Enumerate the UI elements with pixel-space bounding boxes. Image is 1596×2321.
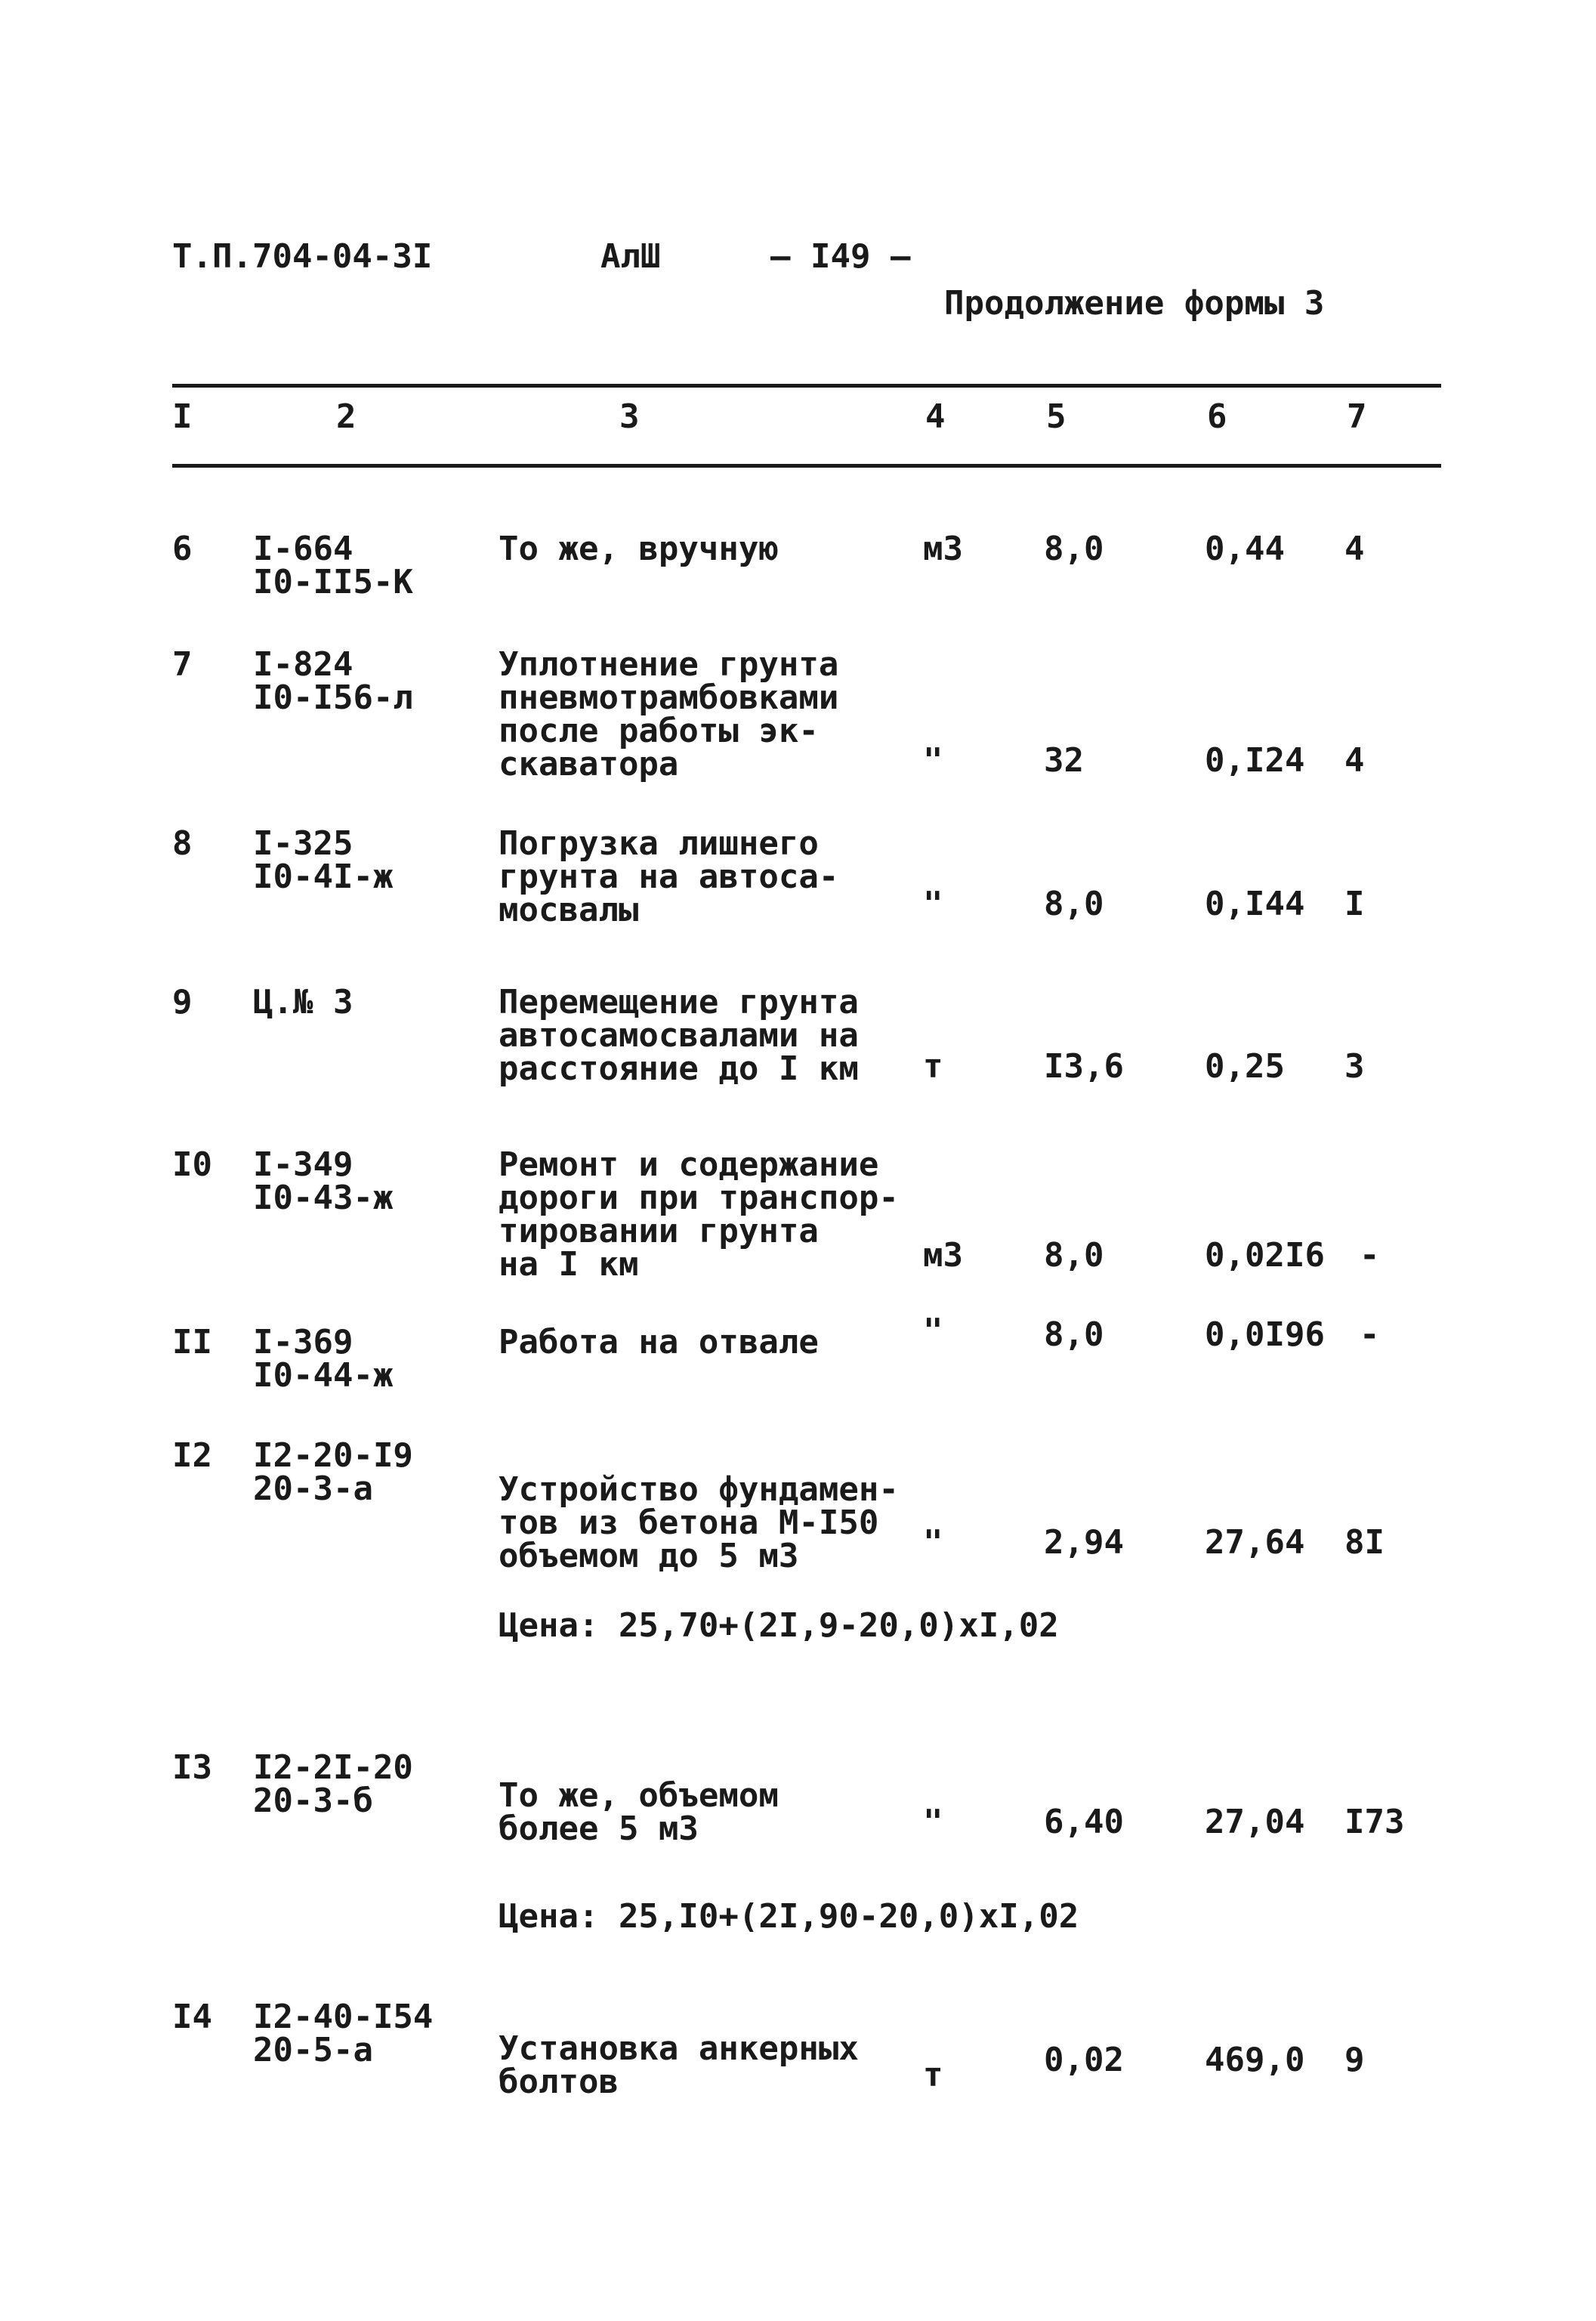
row-description: Устройство фундамен- тов из бетона М-I50 объемом до 5 м3 [499, 1470, 899, 1575]
row-unit-price: 469,0 [1205, 2041, 1305, 2079]
row-unit: " [923, 741, 943, 780]
row-code: I2-20-I9 20-3-а [253, 1436, 413, 1508]
row-code: I-824 I0-I56-л [253, 645, 413, 717]
row-quantity: 2,94 [1044, 1523, 1124, 1562]
row-unit-price: 27,64 [1205, 1523, 1305, 1562]
row-total: I73 [1344, 1803, 1405, 1841]
row-description: Погрузка лишнего грунта на автоса- мосвалы [499, 824, 839, 929]
row-unit: " [923, 1803, 943, 1841]
row-total: 3 [1344, 1047, 1365, 1086]
row-total: - [1360, 1315, 1380, 1354]
column-header-4: 4 [925, 397, 946, 436]
column-header-6: 6 [1207, 397, 1227, 436]
row-unit-price: 0,25 [1205, 1047, 1285, 1086]
row-number: I4 [172, 1998, 212, 2036]
row-description: Работа на отвале [499, 1323, 819, 1361]
row-number: 9 [172, 983, 193, 1021]
row-number: I2 [172, 1436, 212, 1475]
row-number: I0 [172, 1145, 212, 1184]
row-unit: " [923, 1312, 943, 1350]
row-description: То же, вручную [499, 530, 779, 568]
row-quantity: 32 [1044, 741, 1084, 780]
column-header-1: I [172, 397, 193, 436]
row-description: Перемещение грунта автосамосвалами на расстояние до I км [499, 983, 859, 1088]
row-unit: м3 [923, 1236, 963, 1275]
row-unit-price: 0,I24 [1205, 741, 1305, 780]
price-formula-note: Цена: 25,70+(2I,9-20,0)хI,02 [499, 1606, 1059, 1645]
row-unit: м3 [923, 530, 963, 568]
row-description: Ремонт и содержание дороги при транспор- тировании грунта на I км [499, 1145, 899, 1284]
row-quantity: 8,0 [1044, 1315, 1104, 1354]
row-code: I-325 I0-4I-ж [253, 824, 394, 896]
column-header-5: 5 [1046, 397, 1067, 436]
row-unit: " [923, 1523, 943, 1562]
row-code: I-664 I0-II5-К [253, 530, 413, 601]
row-unit-price: 0,44 [1205, 530, 1285, 568]
document-code: Т.П.704-04-3I [172, 237, 433, 276]
album-label: АлШ [600, 237, 661, 276]
row-number: II [172, 1323, 212, 1361]
page-number: — I49 — [770, 237, 911, 276]
row-quantity: 0,02 [1044, 2041, 1124, 2079]
row-total: 9 [1344, 2041, 1365, 2079]
row-description: Уплотнение грунта пневмотрамбовками после работы эк- скаватора [499, 645, 839, 783]
row-total: 4 [1344, 741, 1365, 780]
row-total: 8I [1344, 1523, 1385, 1562]
table-top-rule [172, 384, 1441, 388]
row-total: I [1344, 885, 1365, 923]
row-description: То же, объемом более 5 м3 [499, 1776, 779, 1848]
row-number: 6 [172, 530, 193, 568]
row-unit-price: 0,02I6 [1205, 1236, 1325, 1275]
row-quantity: 6,40 [1044, 1803, 1124, 1841]
row-number: 8 [172, 824, 193, 863]
continuation-label: Продолжение формы 3 [944, 284, 1325, 323]
column-header-3: 3 [619, 397, 640, 436]
row-total: 4 [1344, 530, 1365, 568]
row-quantity: 8,0 [1044, 530, 1104, 568]
row-unit-price: 0,0I96 [1205, 1315, 1325, 1354]
column-header-2: 2 [336, 397, 357, 436]
row-code: I2-40-I54 20-5-а [253, 1998, 434, 2069]
row-unit: т [923, 1047, 943, 1086]
row-description: Установка анкерных болтов [499, 2029, 859, 2101]
row-quantity: I3,6 [1044, 1047, 1124, 1086]
row-number: 7 [172, 645, 193, 684]
row-number: I3 [172, 1748, 212, 1787]
column-header-7: 7 [1347, 397, 1367, 436]
row-total: - [1360, 1236, 1380, 1275]
row-unit-price: 27,04 [1205, 1803, 1305, 1841]
row-unit: т [923, 2056, 943, 2094]
row-unit-price: 0,I44 [1205, 885, 1305, 923]
table-header-rule [172, 464, 1441, 468]
row-code: Ц.№ 3 [253, 983, 353, 1021]
price-formula-note: Цена: 25,I0+(2I,90-20,0)хI,02 [499, 1897, 1079, 1936]
row-quantity: 8,0 [1044, 885, 1104, 923]
row-code: I-349 I0-43-ж [253, 1145, 394, 1217]
row-code: I-369 I0-44-ж [253, 1323, 394, 1395]
row-code: I2-2I-20 20-3-б [253, 1748, 413, 1820]
row-quantity: 8,0 [1044, 1236, 1104, 1275]
row-unit: " [923, 885, 943, 923]
